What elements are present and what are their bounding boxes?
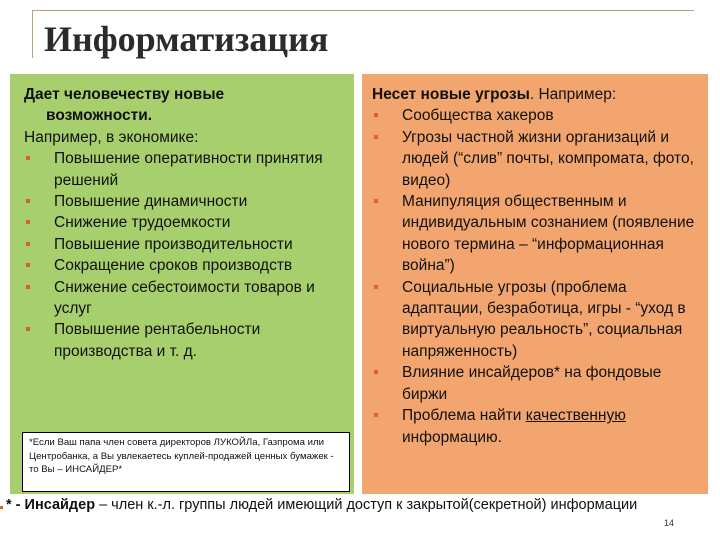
slide-title: Информатизация — [44, 19, 329, 59]
opportunities-heading — [24, 84, 346, 127]
list-item: Повышение производительности — [24, 234, 346, 255]
threats-list — [372, 105, 700, 448]
bullet-icon — [26, 327, 30, 331]
list-item: Проблема найти качественную информацию. — [372, 405, 700, 448]
quality-link[interactable]: качественную — [525, 407, 626, 425]
decorative-vertical-line — [32, 10, 33, 58]
footer-bullet-icon — [0, 506, 3, 509]
bullet-icon — [26, 220, 30, 224]
bullet-icon — [26, 263, 30, 267]
page-number: 14 — [664, 518, 675, 528]
insider-note-box: *Если Ваш папа член совета директоров ЛУКОЙЛа, Газпрома или Центробанка, а Вы увлекаетесь куплей-продажей ценных бумажек - то Вы – ИНСАЙДЕР* — [22, 432, 350, 492]
list-item: Сообщества хакеров — [372, 105, 700, 126]
threats-heading — [372, 84, 700, 105]
bullet-icon — [374, 285, 378, 289]
bullet-icon — [374, 135, 378, 139]
list-item: Снижение трудоемкости — [24, 212, 346, 233]
bullet-icon — [374, 113, 378, 117]
bullet-icon — [374, 413, 378, 417]
opportunities-heading-line2: возможности. — [46, 107, 153, 125]
list-item: Снижение себестоимости товаров и услуг — [24, 277, 346, 320]
list-item: Сокращение сроков производств — [24, 255, 346, 276]
bullet-icon — [26, 199, 30, 203]
list-item: Манипуляция общественным и индивидуальным сознанием (появление нового термина – “информационная война”) — [372, 191, 700, 277]
opportunities-panel — [10, 74, 354, 494]
list-item: Повышение динамичности — [24, 191, 346, 212]
threats-heading-bold: Несет новые угрозы — [372, 86, 530, 103]
bullet-icon — [26, 156, 30, 160]
bullet-icon — [374, 199, 378, 203]
insider-term: * - Инсайдер — [6, 497, 96, 513]
list-item: Угрозы частной жизни организаций и людей (“слив” почты, компромата, фото, видео) — [372, 127, 700, 191]
bullet-icon — [374, 370, 378, 374]
insider-definition-text: – член к.-л. группы людей имеющий доступ к закрытой(секретной) информации — [95, 497, 638, 513]
bullet-icon — [26, 242, 30, 246]
threats-panel — [362, 74, 708, 494]
bullet-icon — [26, 285, 30, 289]
insider-definition — [6, 497, 637, 513]
opportunities-heading-line1: Дает человечеству новые — [24, 86, 225, 103]
list-item: Влияние инсайдеров* на фондовые биржи — [372, 362, 700, 405]
list-item: Повышение рентабельности производства и т. д. — [24, 319, 346, 362]
threats-heading-rest: . Например: — [529, 86, 617, 103]
opportunities-intro: Например, в экономике: — [24, 128, 199, 146]
opportunities-list — [24, 148, 346, 362]
decorative-horizontal-line — [32, 10, 694, 11]
list-item: Повышение оперативности принятия решений — [24, 148, 346, 191]
list-item: Социальные угрозы (проблема адаптации, безработица, игры - “уход в виртуальную реальность”, социальная напряженность) — [372, 277, 700, 363]
